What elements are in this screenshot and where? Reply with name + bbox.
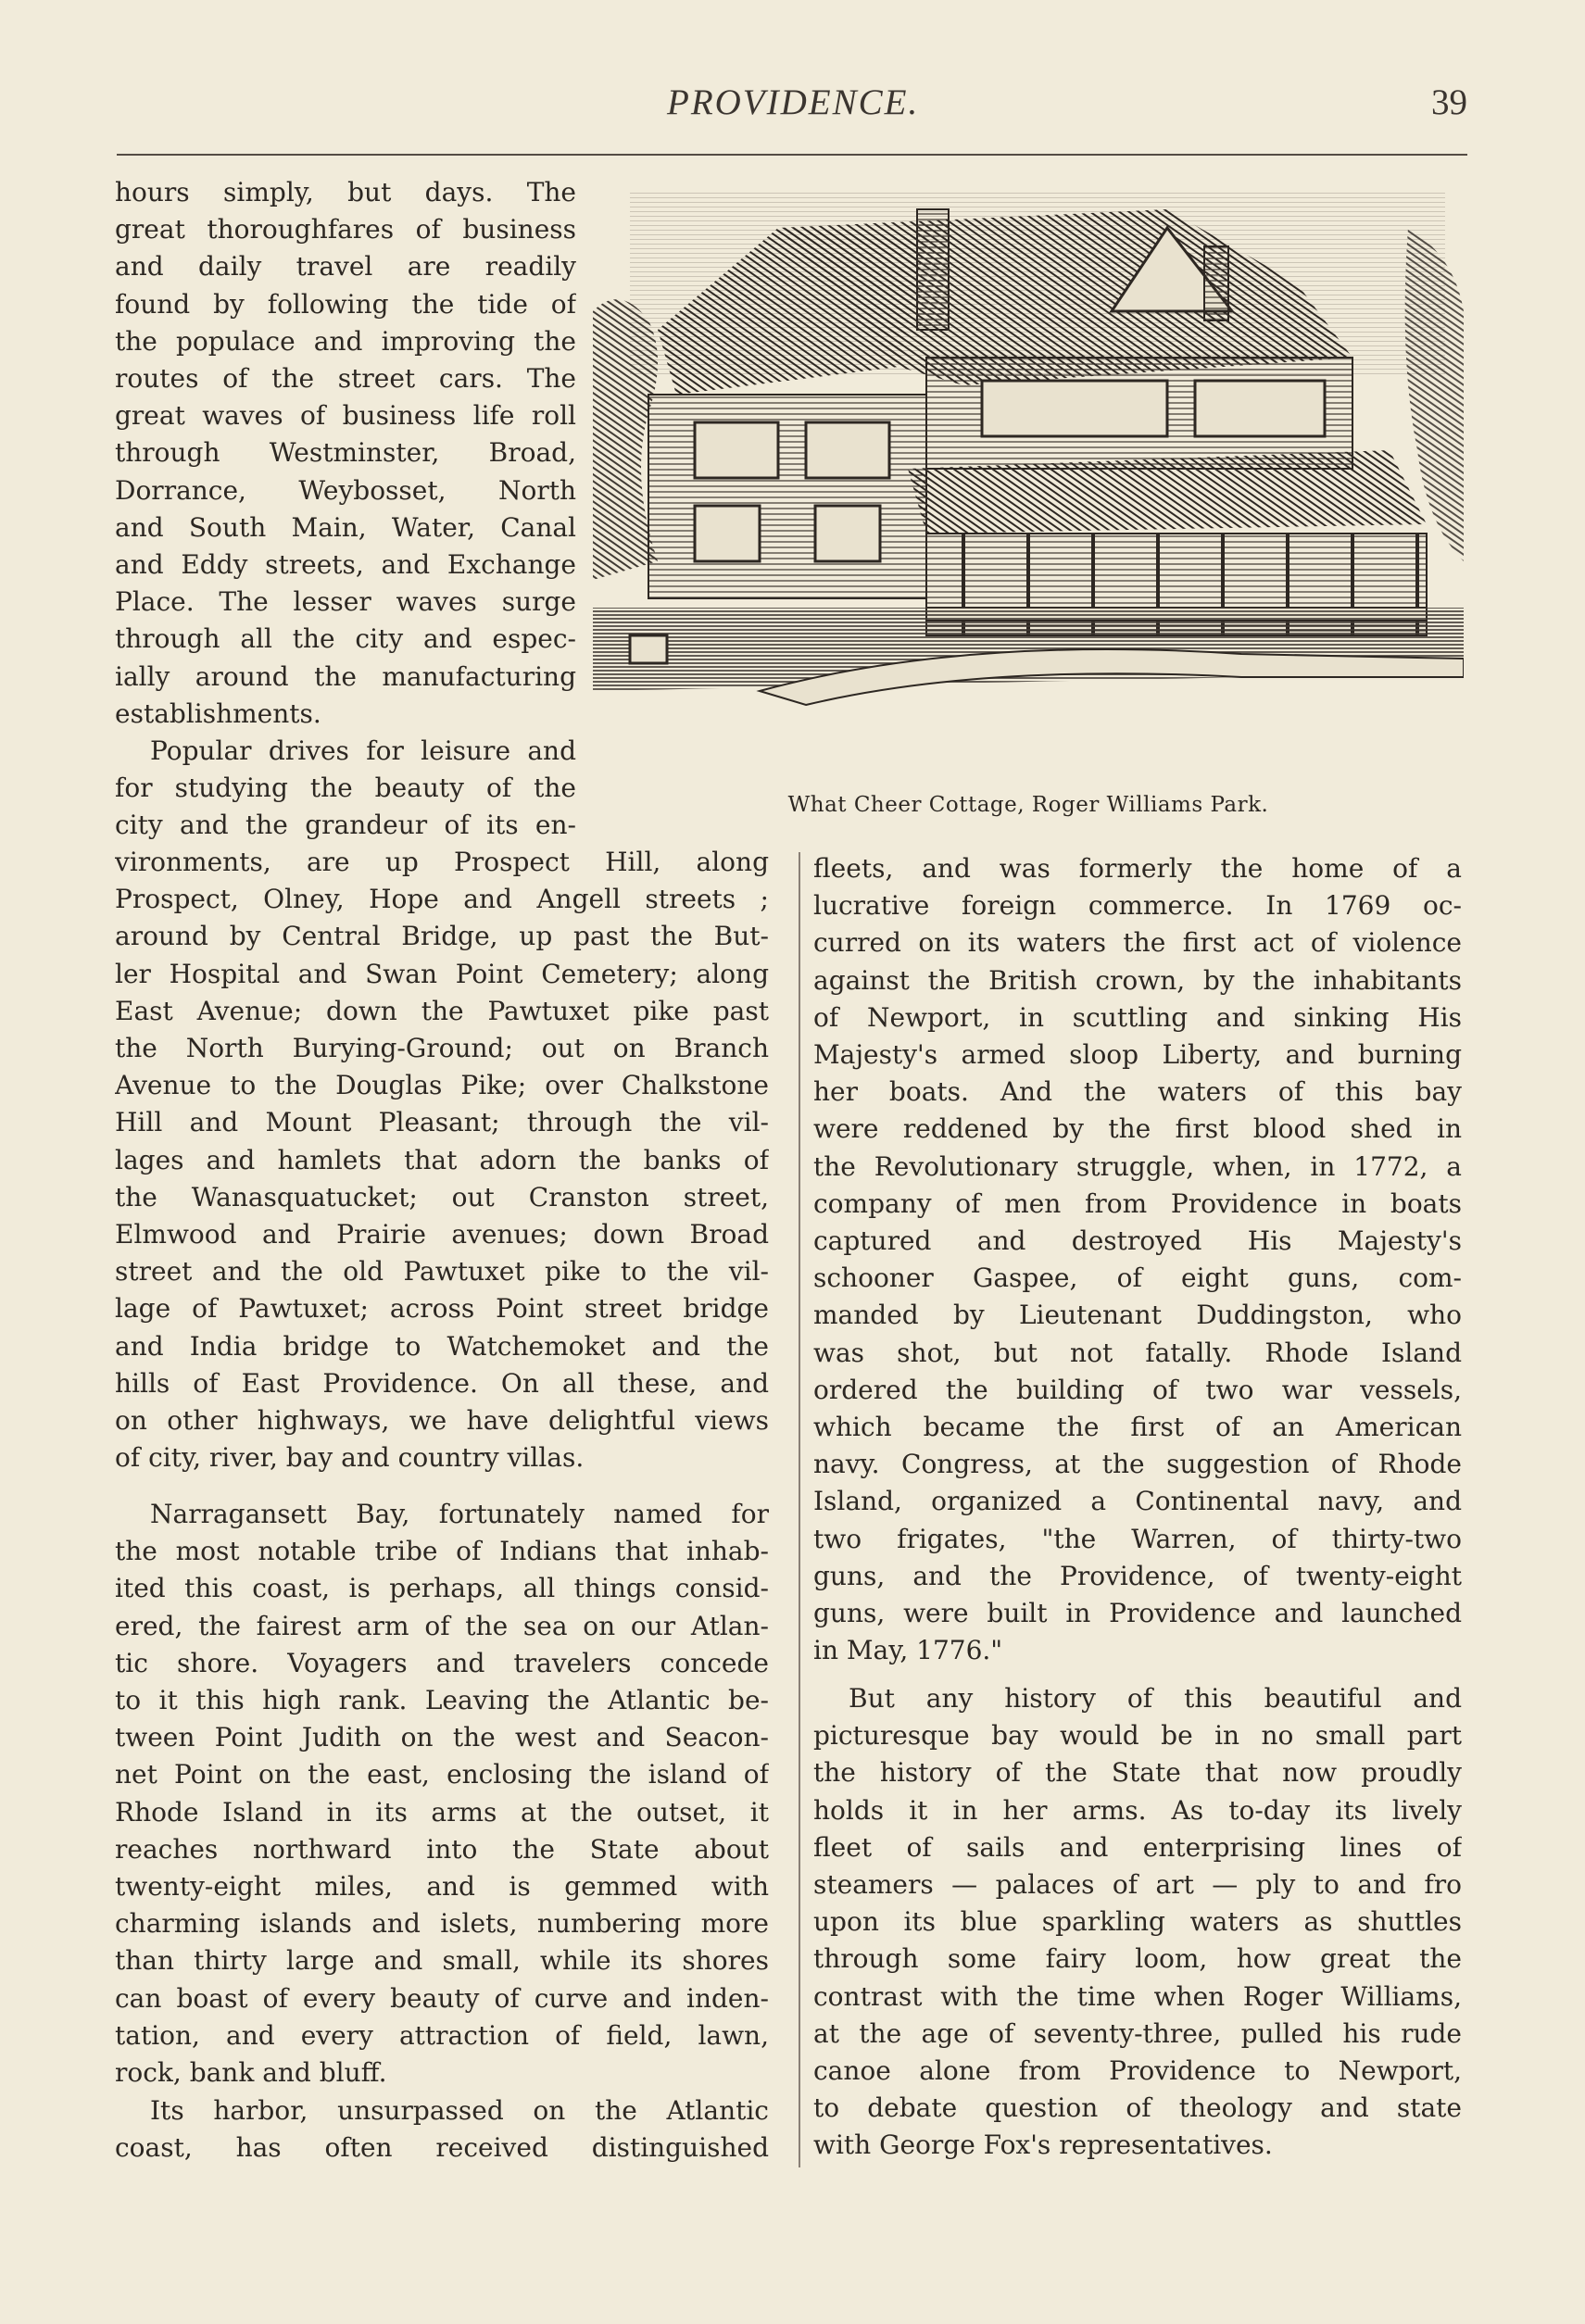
figure-caption: What Cheer Cottage, Roger Williams Park. xyxy=(787,793,1269,817)
text-line: rock, bank and bluff. xyxy=(115,2057,387,2088)
text-line: around by Central Bridge, up past the But- xyxy=(115,921,769,952)
text-line: Island, organized a Continental navy, and xyxy=(813,1486,1462,1517)
text-line: East Avenue; down the Pawtuxet pike past xyxy=(115,995,769,1026)
text-line: on other highways, we have delightful views xyxy=(115,1405,769,1436)
text-line: lucrative foreign commerce. In 1769 oc- xyxy=(813,890,1462,922)
column-divider xyxy=(799,852,800,2167)
text-line: through all the city and espec- xyxy=(115,623,576,655)
text-line: the Wanasquatucket; out Cranston street, xyxy=(115,1181,769,1212)
text-line: the North Burying-Ground; out on Branch xyxy=(115,1033,769,1063)
text-line: of city, river, bay and country villas. xyxy=(115,1442,585,1474)
text-line: tation, and every attraction of field, lawn, xyxy=(115,2019,769,2051)
text-line: company of men from Providence in boats xyxy=(813,1187,1462,1219)
text-line: curred on its waters the first act of violence xyxy=(813,927,1462,959)
text-line: fleets, and was formerly the home of a xyxy=(813,853,1462,884)
text-line: contrast with the time when Roger Williams, xyxy=(813,1980,1462,2012)
text-line: establishments. xyxy=(115,697,321,729)
text-line: of Newport, in scuttling and sinking His xyxy=(813,1001,1462,1033)
text-line: the Revolutionary struggle, when, in 1772, a xyxy=(813,1150,1462,1182)
text-line: navy. Congress, at the suggestion of Rhode xyxy=(813,1449,1462,1480)
text-line: Popular drives for leisure and xyxy=(150,735,576,766)
text-line: through some fairy loom, how great the xyxy=(813,1943,1462,1975)
text-line: net Point on the east, enclosing the island of xyxy=(115,1759,769,1790)
text-line: manded by Lieutenant Duddingston, who xyxy=(813,1300,1462,1331)
text-line: vironments, are up Prospect Hill, along xyxy=(115,847,769,877)
text-line: and South Main, Water, Canal xyxy=(115,511,576,543)
text-line: ler Hospital and Swan Point Cemetery; along xyxy=(115,958,769,989)
text-line: Hill and Mount Pleasant; through the vil- xyxy=(115,1107,769,1138)
text-line: upon its blue sparkling waters as shuttles xyxy=(813,1906,1462,1938)
text-line: tic shore. Voyagers and travelers concede xyxy=(115,1647,769,1678)
text-line: can boast of every beauty of curve and inden- xyxy=(115,1982,769,2014)
text-line: with George Fox's representatives. xyxy=(813,2129,1273,2161)
text-line: picturesque bay would be in no small part xyxy=(813,1720,1462,1752)
text-line: tween Point Judith on the west and Seacon- xyxy=(115,1722,769,1753)
text-line: Place. The lesser waves surge xyxy=(115,586,576,618)
text-line: the populace and improving the xyxy=(115,325,576,357)
text-line: steamers — palaces of art — ply to and fro xyxy=(813,1869,1462,1900)
text-line: ordered the building of two war vessels, xyxy=(813,1374,1462,1405)
text-line: than thirty large and small, while its shores xyxy=(115,1945,769,1977)
text-line: the most notable tribe of Indians that inhab- xyxy=(115,1536,769,1567)
text-line: Its harbor, unsurpassed on the Atlantic xyxy=(150,2095,769,2126)
page-number: 39 xyxy=(1431,82,1467,122)
text-line: canoe alone from Providence to Newport, xyxy=(813,2055,1462,2086)
text-line: holds it in her arms. As to-day its lively xyxy=(813,1794,1462,1826)
cottage-engraving xyxy=(593,172,1464,747)
text-line: to debate question of theology and state xyxy=(813,2092,1462,2124)
text-line: schooner Gaspee, of eight guns, com- xyxy=(813,1262,1462,1294)
text-line: were reddened by the first blood shed in xyxy=(813,1113,1462,1145)
text-line: city and the grandeur of its en- xyxy=(115,810,576,841)
text-line: to it this high rank. Leaving the Atlantic be- xyxy=(115,1685,769,1715)
text-line: two frigates, "the Warren, of thirty-two xyxy=(813,1523,1462,1554)
text-line: guns, were built in Providence and launched xyxy=(813,1598,1462,1628)
text-line: in May, 1776." xyxy=(813,1635,1003,1666)
text-line: Avenue to the Douglas Pike; over Chalkstone xyxy=(115,1070,769,1101)
text-line: fleet of sails and enterprising lines of xyxy=(813,1831,1462,1863)
running-title: PROVIDENCE. xyxy=(667,82,920,122)
text-line: guns, and the Providence, of twenty-eight xyxy=(813,1560,1462,1591)
text-line: and Eddy streets, and Exchange xyxy=(115,549,576,580)
text-line: was shot, but not fatally. Rhode Island xyxy=(813,1337,1462,1368)
text-line: great thoroughfares of business xyxy=(115,214,576,245)
text-line: ered, the fairest arm of the sea on our Atlan- xyxy=(115,1610,769,1641)
text-line: lages and hamlets that adorn the banks of xyxy=(115,1144,769,1175)
text-line: Elmwood and Prairie avenues; down Broad xyxy=(115,1219,769,1250)
text-line: Rhode Island in its arms at the outset, it xyxy=(115,1796,769,1828)
text-line: Dorrance, Weybosset, North xyxy=(115,474,576,506)
text-line: and India bridge to Watchemoket and the xyxy=(115,1330,769,1362)
text-line: charming islands and islets, numbering more xyxy=(115,1908,769,1940)
text-line: twenty-eight miles, and is gemmed with xyxy=(115,1871,769,1902)
text-line: found by following the tide of xyxy=(115,288,576,320)
text-line: her boats. And the waters of this bay xyxy=(813,1076,1462,1108)
text-line: ially around the manufacturing xyxy=(115,660,576,692)
text-line: at the age of seventy-three, pulled his rude xyxy=(813,2017,1462,2049)
text-line: reaches northward into the State about xyxy=(115,1833,769,1865)
text-line: great waves of business life roll xyxy=(115,400,576,432)
text-line: lage of Pawtuxet; across Point street bridge xyxy=(115,1293,769,1325)
text-line: coast, has often received distinguished xyxy=(115,2132,769,2164)
text-line: and daily travel are readily xyxy=(115,251,576,283)
cottage-illustration xyxy=(593,172,1464,747)
text-line: Prospect, Olney, Hope and Angell streets ; xyxy=(115,884,769,915)
text-line: for studying the beauty of the xyxy=(115,773,576,804)
text-line: routes of the street cars. The xyxy=(115,363,576,394)
header-rule xyxy=(117,154,1467,156)
text-line: hills of East Providence. On all these, and xyxy=(115,1367,769,1399)
text-line: which became the first of an American xyxy=(813,1412,1462,1442)
text-line: Majesty's armed sloop Liberty, and burning xyxy=(813,1039,1462,1070)
text-line: street and the old Pawtuxet pike to the vil- xyxy=(115,1256,769,1288)
text-line: against the British crown, by the inhabitants xyxy=(813,964,1462,996)
text-line: But any history of this beautiful and xyxy=(849,1683,1462,1714)
text-line: captured and destroyed His Majesty's xyxy=(813,1225,1462,1256)
text-line: through Westminster, Broad, xyxy=(115,437,576,469)
text-line: hours simply, but days. The xyxy=(115,177,576,207)
text-line: Narragansett Bay, fortunately named for xyxy=(150,1499,769,1529)
text-line: the history of the State that now proudly xyxy=(813,1757,1462,1789)
text-line: ited this coast, is perhaps, all things consid- xyxy=(115,1573,769,1604)
